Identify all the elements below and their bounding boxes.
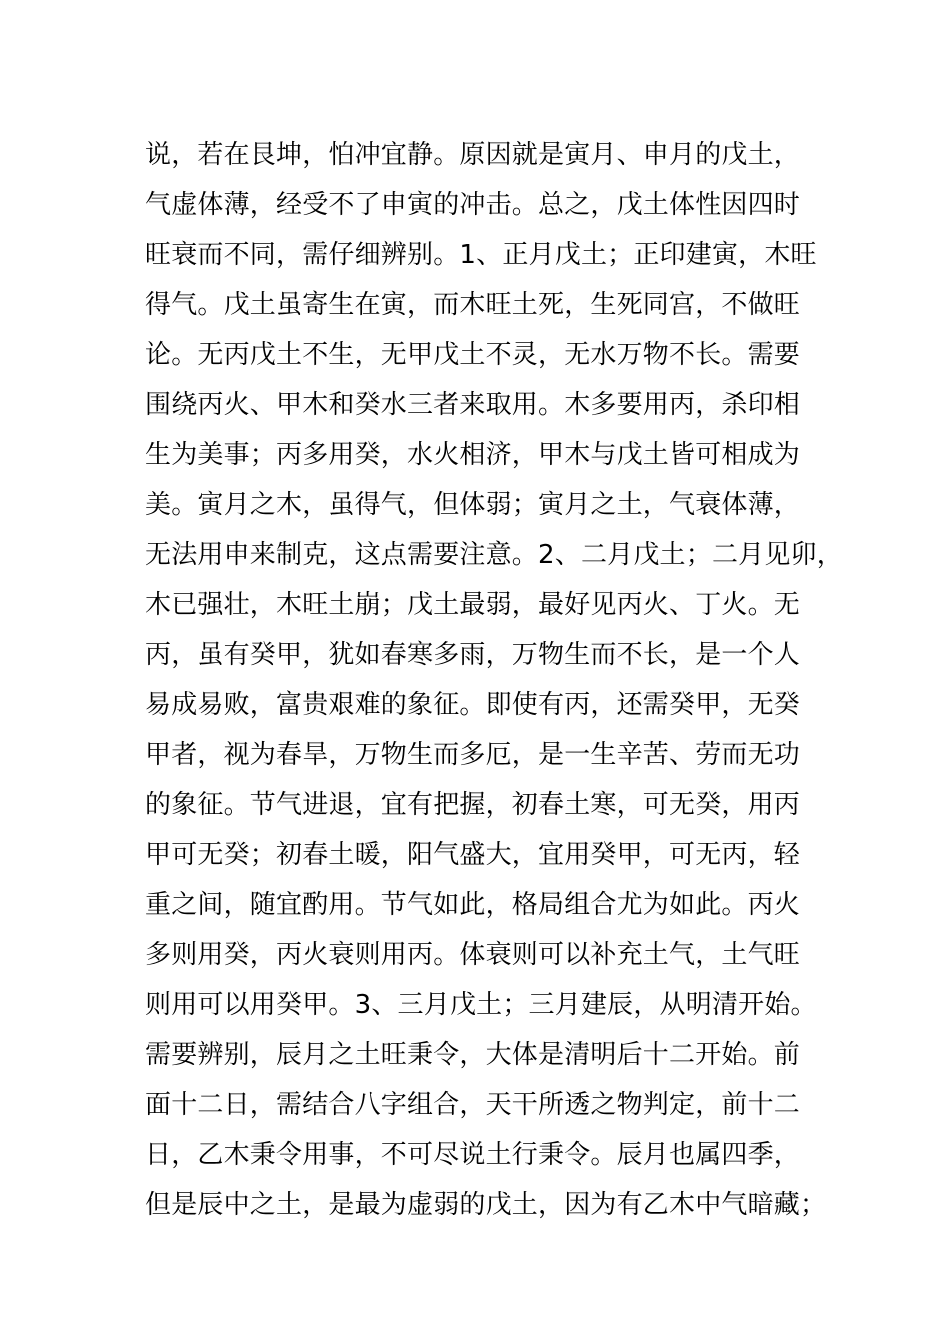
text-line: 易成易败，富贵艰难的象征。即使有丙，还需癸甲，无癸 <box>145 690 801 720</box>
text-line: 无法用申来制克，这点需要注意。2、二月戊土；二月见卯， <box>145 540 843 570</box>
text-line: 气虚体薄，经受不了申寅的冲击。总之，戊土体性因四时 <box>145 190 801 220</box>
text-line: 得气。戊土虽寄生在寅，而木旺土死，生死同宫，不做旺 <box>145 290 801 320</box>
text-line: 旺衰而不同，需仔细辨别。1、正月戊土；正印建寅，木旺 <box>145 240 817 270</box>
text-line: 论。无丙戊土不生，无甲戊土不灵，无水万物不长。需要 <box>145 340 801 370</box>
text-line: 甲可无癸；初春土暖，阳气盛大，宜用癸甲，可无丙，轻 <box>145 840 801 870</box>
text-line: 需要辨别，辰月之土旺秉令，大体是清明后十二开始。前 <box>145 1040 801 1070</box>
text-line: 但是辰中之土，是最为虚弱的戊土，因为有乙木中气暗藏； <box>145 1190 827 1220</box>
text-line: 美。寅月之木，虽得气，但体弱；寅月之土，气衰体薄， <box>145 490 801 520</box>
text-line: 重之间，随宜酌用。节气如此，格局组合尤为如此。丙火 <box>145 890 801 920</box>
text-line: 生为美事；丙多用癸，水火相济，甲木与戊土皆可相成为 <box>145 440 801 470</box>
text-line: 围绕丙火、甲木和癸水三者来取用。木多要用丙，杀印相 <box>145 390 801 420</box>
text-line: 日，乙木秉令用事，不可尽说土行秉令。辰月也属四季， <box>145 1140 801 1170</box>
text-line: 丙，虽有癸甲，犹如春寒多雨，万物生而不长，是一个人 <box>145 640 801 670</box>
text-line: 多则用癸，丙火衰则用丙。体衰则可以补充土气，土气旺 <box>145 940 801 970</box>
text-line: 甲者，视为春旱，万物生而多厄，是一生辛苦、劳而无功 <box>145 740 801 770</box>
text-line: 说，若在艮坤，怕冲宜静。原因就是寅月、申月的戊土， <box>145 140 801 170</box>
text-line: 的象征。节气进退，宜有把握，初春土寒，可无癸，用丙 <box>145 790 801 820</box>
body-text <box>145 130 845 1230</box>
text-line: 面十二日，需结合八字组合，天干所透之物判定，前十二 <box>145 1090 801 1120</box>
text-line: 则用可以用癸甲。3、三月戊土；三月建辰，从明清开始。 <box>145 990 817 1020</box>
text-line: 木已强壮，木旺土崩；戊土最弱，最好见丙火、丁火。无 <box>145 590 801 620</box>
